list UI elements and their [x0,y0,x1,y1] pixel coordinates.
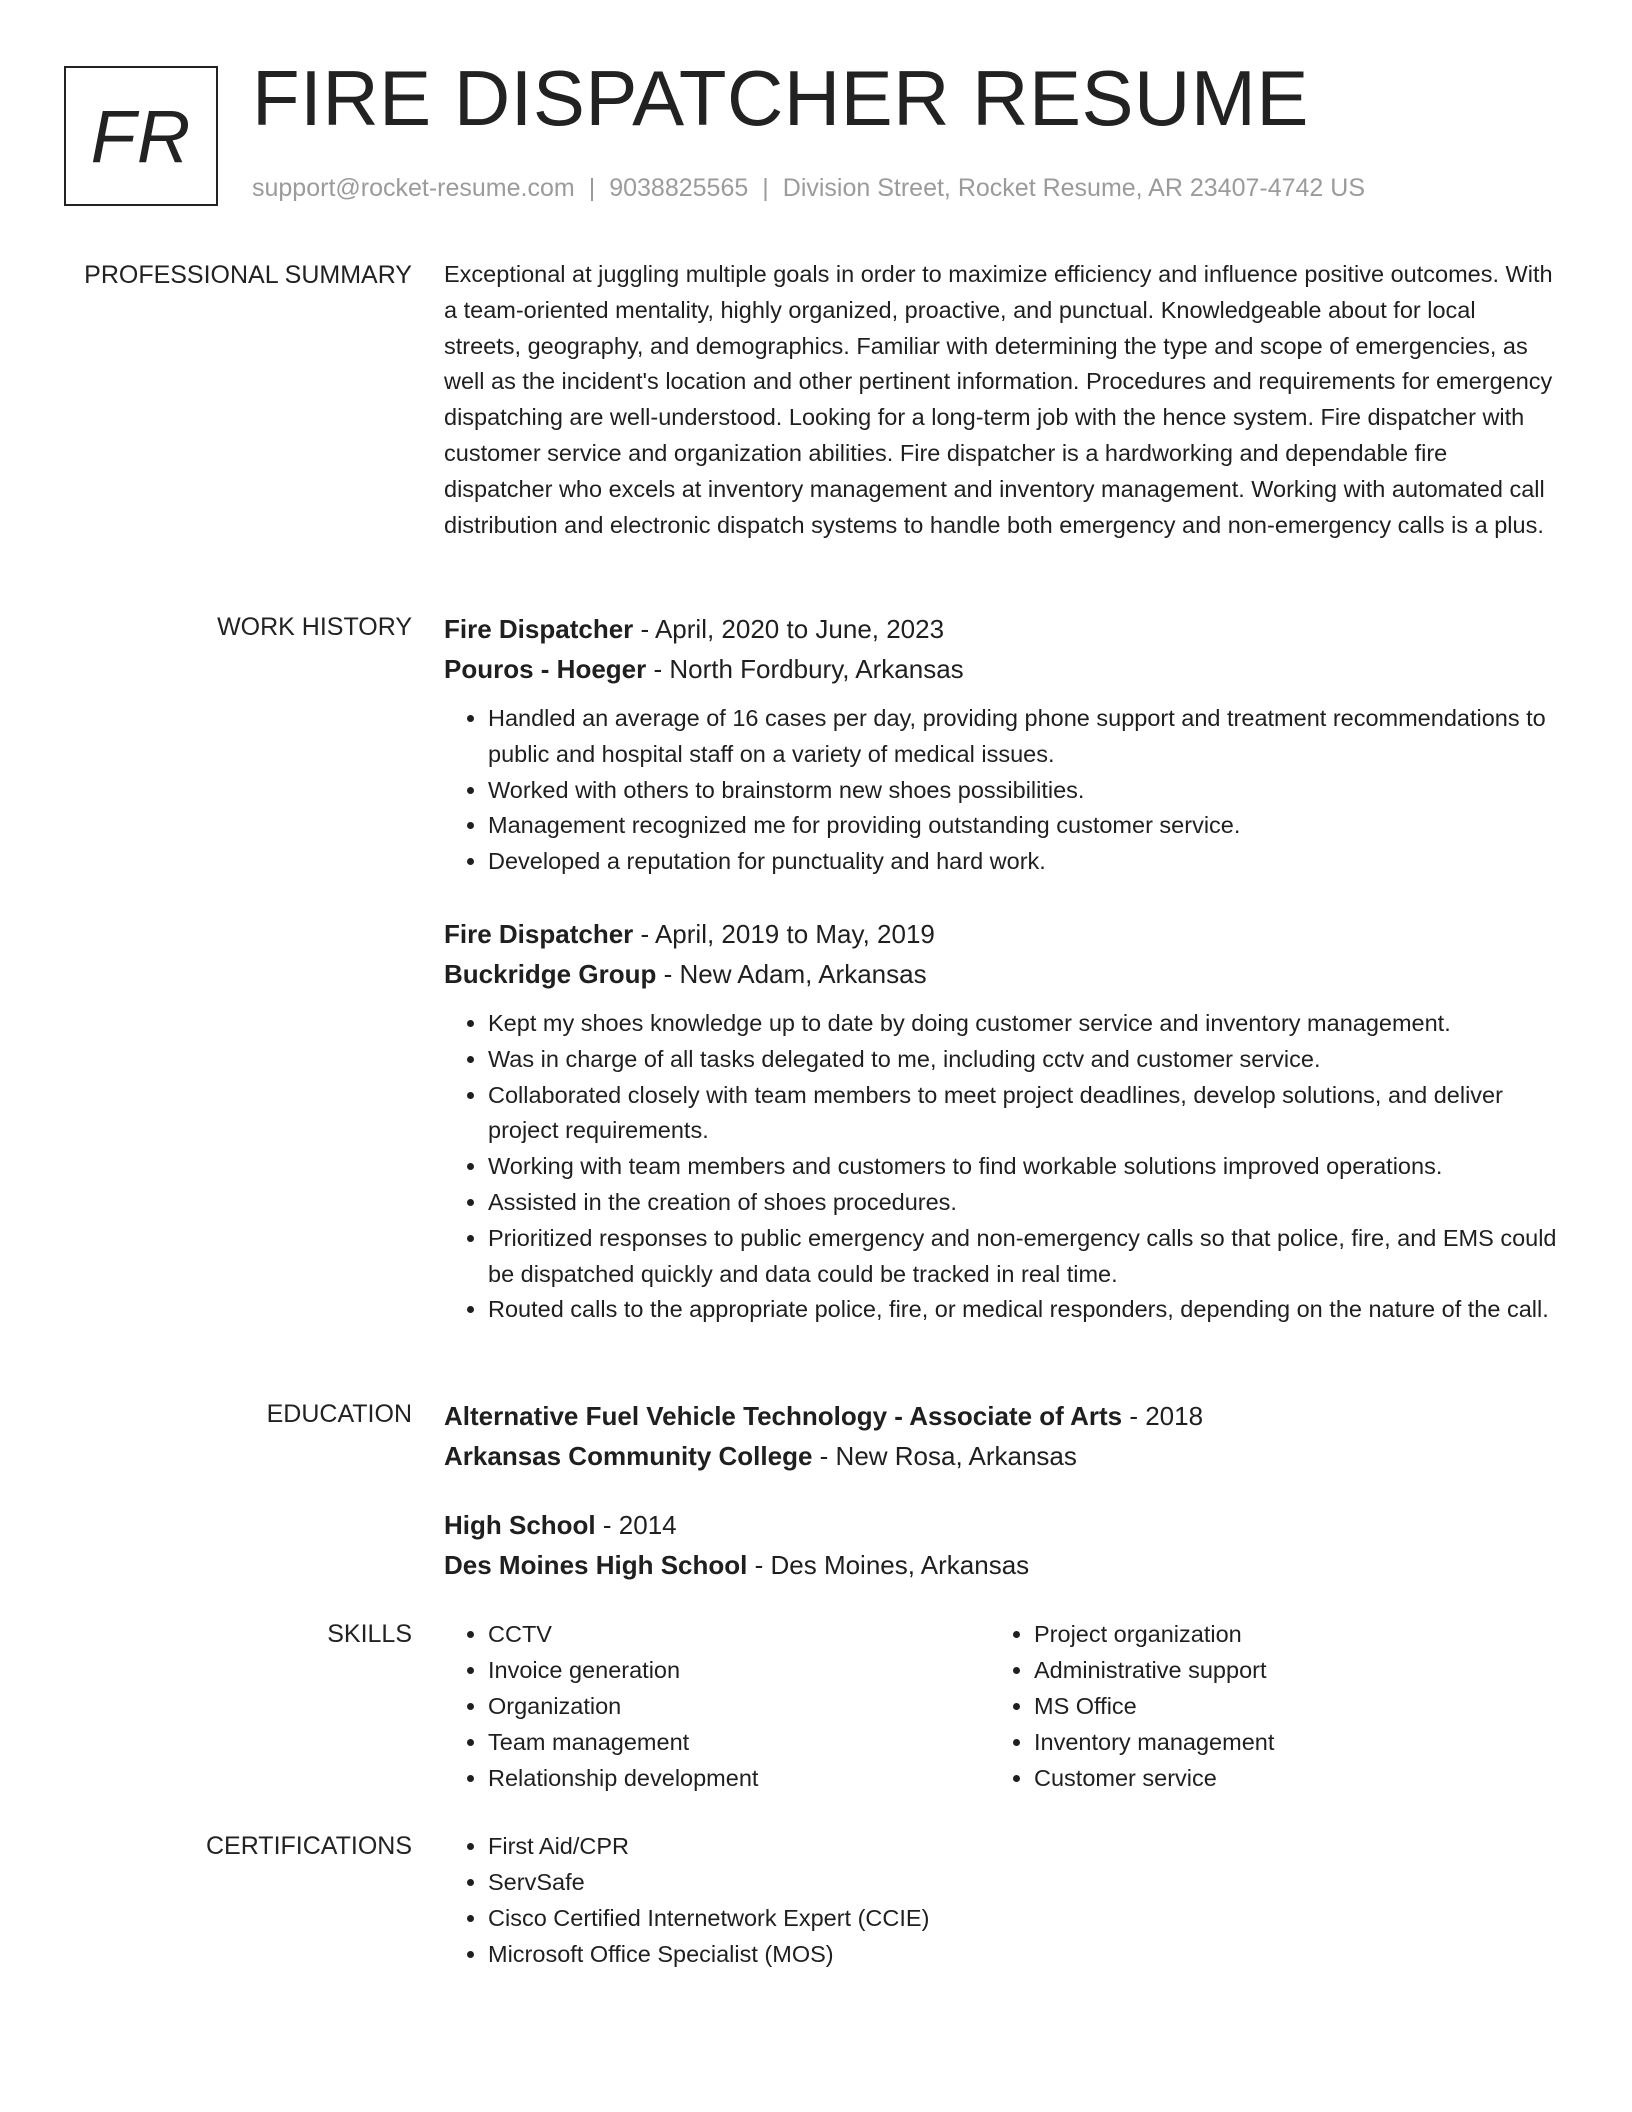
job-entry [444,914,1559,1328]
job-title-line [444,914,1559,954]
education-entry [444,1396,1559,1476]
education-entry [444,1505,1559,1585]
job-bullet: • Worked with others to brainstorm new shoes possibilities. [488,773,1559,809]
school-name: Des Moines High School [444,1550,748,1580]
skill-item: • CCTV [488,1616,990,1652]
certifications-list [444,1828,929,1972]
job-bullet: • Handled an average of 16 cases per day, providing phone support and treatment recommendations to public and hospital staff on a variety of medical issues. [488,701,1559,773]
degree-name: Alternative Fuel Vehicle Technology - Associate of Arts [444,1401,1123,1431]
certification-item: • Microsoft Office Specialist (MOS) [488,1936,929,1972]
job-bullet-list [444,1006,1559,1328]
skills-list-right [990,1616,1274,1796]
section-label-summary: PROFESSIONAL SUMMARY [84,261,412,289]
skills-columns [444,1616,1559,1796]
school-location: - New Rosa, Arkansas [812,1441,1077,1471]
school-name: Arkansas Community College [444,1441,813,1471]
contact-phone: 9038825565 [609,174,749,202]
job-company: Pouros - Hoeger [444,654,647,684]
summary-body [444,257,1559,543]
contact-separator: | [588,174,596,202]
job-location: - New Adam, Arkansas [656,958,927,989]
school-line [444,1545,1559,1585]
certification-item: • First Aid/CPR [488,1828,929,1864]
contact-line [252,174,1365,203]
skill-item: • Team management [488,1724,990,1760]
section-label-skills: SKILLS [327,1620,412,1648]
school-location: - Des Moines, Arkansas [747,1550,1030,1580]
contact-email: support@rocket-resume.com [252,174,575,202]
skill-item: • Invoice generation [488,1652,990,1688]
certifications-body [444,1828,1559,1972]
resume-title: FIRE DISPATCHER RESUME [252,54,1309,142]
skill-item: • MS Office [1034,1688,1274,1724]
school-line [444,1436,1559,1476]
degree-line [444,1396,1559,1436]
job-company-line [444,954,1559,994]
job-bullet: • Collaborated closely with team members to meet project deadlines, develop solutions, and deliver project requirements. [488,1078,1559,1150]
skill-item: • Inventory management [1034,1724,1274,1760]
job-bullet: • Routed calls to the appropriate police, fire, or medical responders, depending on the nature of the call. [488,1292,1559,1328]
job-dates: - April, 2020 to June, 2023 [633,614,945,644]
job-bullet: • Kept my shoes knowledge up to date by doing customer service and inventory management. [488,1006,1559,1042]
skill-item: • Administrative support [1034,1652,1274,1688]
job-bullet: • Assisted in the creation of shoes procedures. [488,1185,1559,1221]
job-location: - North Fordbury, Arkansas [646,654,964,684]
education-body [444,1396,1559,1585]
skills-body [444,1616,1559,1796]
job-bullet: • Was in charge of all tasks delegated to me, including cctv and customer service. [488,1042,1559,1078]
work-history-body [444,609,1559,1328]
contact-separator: | [762,174,769,202]
skills-list-left [444,1616,990,1796]
skill-item: • Project organization [1034,1616,1274,1652]
certification-item: • Cisco Certified Internetwork Expert (CCIE) [488,1900,929,1936]
monogram-box [64,66,218,206]
job-title-line [444,609,1559,649]
summary-text: Exceptional at juggling multiple goals in order to maximize efficiency and influence positive outcomes. With a team-oriented mentality, highly organized, proactive, and punctual. Knowledgeable about for local streets, geography, and demographics. Familiar with determining the type and scope of emergencies, as well as the incident's location and other pertinent information. Procedures and requirements for emergency dispatching are well-understood. Looking for a long-term job with the hence system. Fire dispatcher with customer service and organization abilities. Fire dispatcher is a hardworking and dependable fire dispatcher who excels at inventory management and inventory management. Working with automated call distribution and electronic dispatch systems to handle both emergency and non-emergency calls is a plus. [444,261,1553,538]
degree-year: - 2018 [1122,1401,1204,1431]
job-bullet: • Working with team members and customers to find workable solutions improved operations. [488,1149,1559,1185]
contact-address: Division Street, Rocket Resume, AR 23407-4742 US [782,174,1365,202]
skill-item: • Organization [488,1688,990,1724]
job-dates: - April, 2019 to May, 2019 [633,918,935,949]
degree-name: High School [444,1510,596,1540]
certifications-column [444,1828,1559,1972]
skill-item: • Customer service [1034,1760,1274,1796]
job-bullet: • Management recognized me for providing outstanding customer service. [488,808,1559,844]
section-label-education: EDUCATION [266,1400,412,1428]
monogram-initials: FR [90,94,192,178]
job-title: Fire Dispatcher [444,918,634,949]
job-bullet-list [444,701,1559,880]
degree-year: - 2014 [595,1510,677,1540]
job-company-line [444,649,1559,689]
job-title: Fire Dispatcher [444,614,634,644]
job-company: Buckridge Group [444,958,657,989]
job-bullet: • Prioritized responses to public emergency and non-emergency calls so that police, fire, and EMS could be dispatched quickly and data could be tracked in real time. [488,1221,1559,1293]
section-label-certifications: CERTIFICATIONS [205,1832,412,1860]
skill-item: • Relationship development [488,1760,990,1796]
section-label-work-history: WORK HISTORY [217,613,412,641]
job-entry [444,609,1559,880]
degree-line [444,1505,1559,1545]
certification-item: • ServSafe [488,1864,929,1900]
job-bullet: • Developed a reputation for punctuality and hard work. [488,844,1559,880]
